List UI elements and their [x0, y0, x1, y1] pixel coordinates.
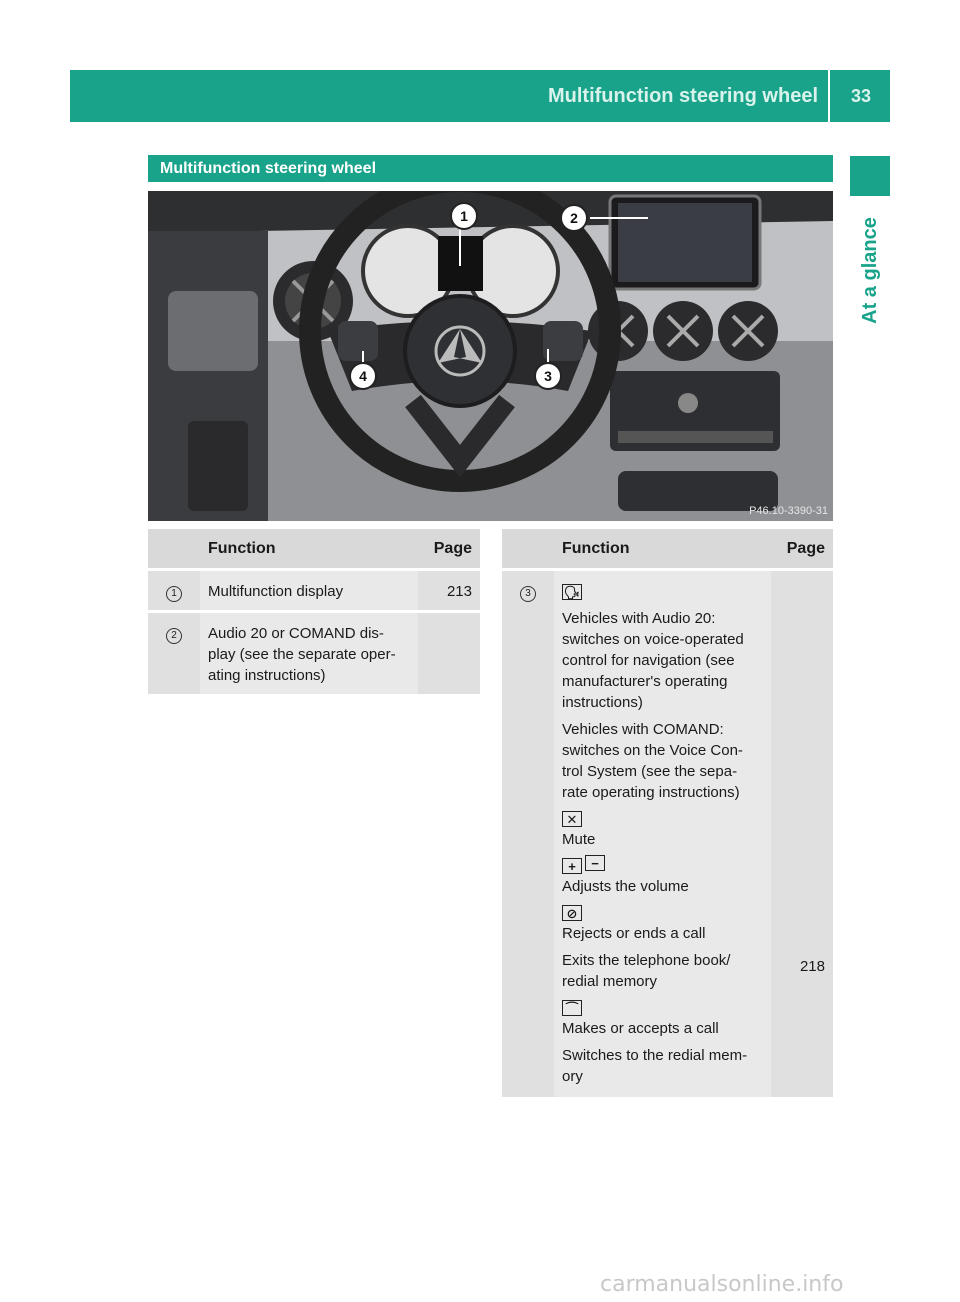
- table-row: [502, 570, 833, 1099]
- header-title: Multifunction steering wheel: [70, 70, 830, 122]
- table-row: [148, 570, 480, 612]
- callout-4: [350, 363, 376, 389]
- function-header: Function: [554, 529, 771, 570]
- page-number: 33: [850, 85, 872, 106]
- side-tab-label: At a glance: [858, 216, 881, 324]
- side-tab: [850, 205, 890, 335]
- num-header: [148, 529, 200, 570]
- svg-text:3: 3: [544, 368, 552, 384]
- page-ref: 218: [771, 570, 833, 1099]
- function-header: Function: [200, 529, 418, 570]
- page-ref: [418, 612, 480, 696]
- svg-text:1: 1: [460, 208, 468, 224]
- accept-call-icon: ⌒: [562, 1000, 582, 1016]
- side-tab-marker: [850, 156, 890, 196]
- item-number: 3: [502, 570, 554, 1099]
- steering-wheel-photo: [148, 191, 833, 521]
- function-text: 🗣 Vehicles with Audio 20: switches on voice-operated control for navigation (see manufacturer's operating instructions) Vehicles with COMAND: switches on the Voice Con- trol System (see the sepa- rate operating instructions) ✕ Mute + − Adjusts the volume ⊘ Rejects or ends a call Exits the telephone book/ redial memory ⌒ Makes or accepts a call Switches to the redial mem- ory: [554, 570, 771, 1099]
- watermark: carmanualsonline.info: [600, 1272, 844, 1297]
- table-header-row: [148, 529, 480, 570]
- function-table-right: [502, 529, 833, 1100]
- table-header-row: [502, 529, 833, 570]
- item-number: 2: [148, 612, 200, 696]
- table-row: [148, 612, 480, 696]
- page-ref: 213: [418, 570, 480, 612]
- page-header: Page: [418, 529, 480, 570]
- function-text: Multifunction display: [200, 570, 418, 612]
- svg-text:4: 4: [359, 368, 367, 384]
- volume-minus-icon: −: [585, 855, 605, 871]
- callout-1: [451, 203, 477, 229]
- header-bar: [70, 70, 890, 122]
- section-title: Multifunction steering wheel: [148, 155, 833, 182]
- volume-plus-icon: +: [562, 858, 582, 874]
- item-number: 1: [148, 570, 200, 612]
- end-call-icon: ⊘: [562, 905, 582, 921]
- page-header: Page: [771, 529, 833, 570]
- mute-icon: ✕: [562, 811, 582, 827]
- callout-2: [561, 205, 587, 231]
- callout-3: [535, 363, 561, 389]
- num-header: [502, 529, 554, 570]
- svg-text:2: 2: [570, 210, 578, 226]
- voice-control-icon: 🗣: [563, 585, 581, 601]
- image-code: P46.10-3390-31: [749, 505, 828, 517]
- function-text: Audio 20 or COMAND dis- play (see the separate oper- ating instructions): [200, 612, 418, 696]
- function-table-left: [148, 529, 480, 697]
